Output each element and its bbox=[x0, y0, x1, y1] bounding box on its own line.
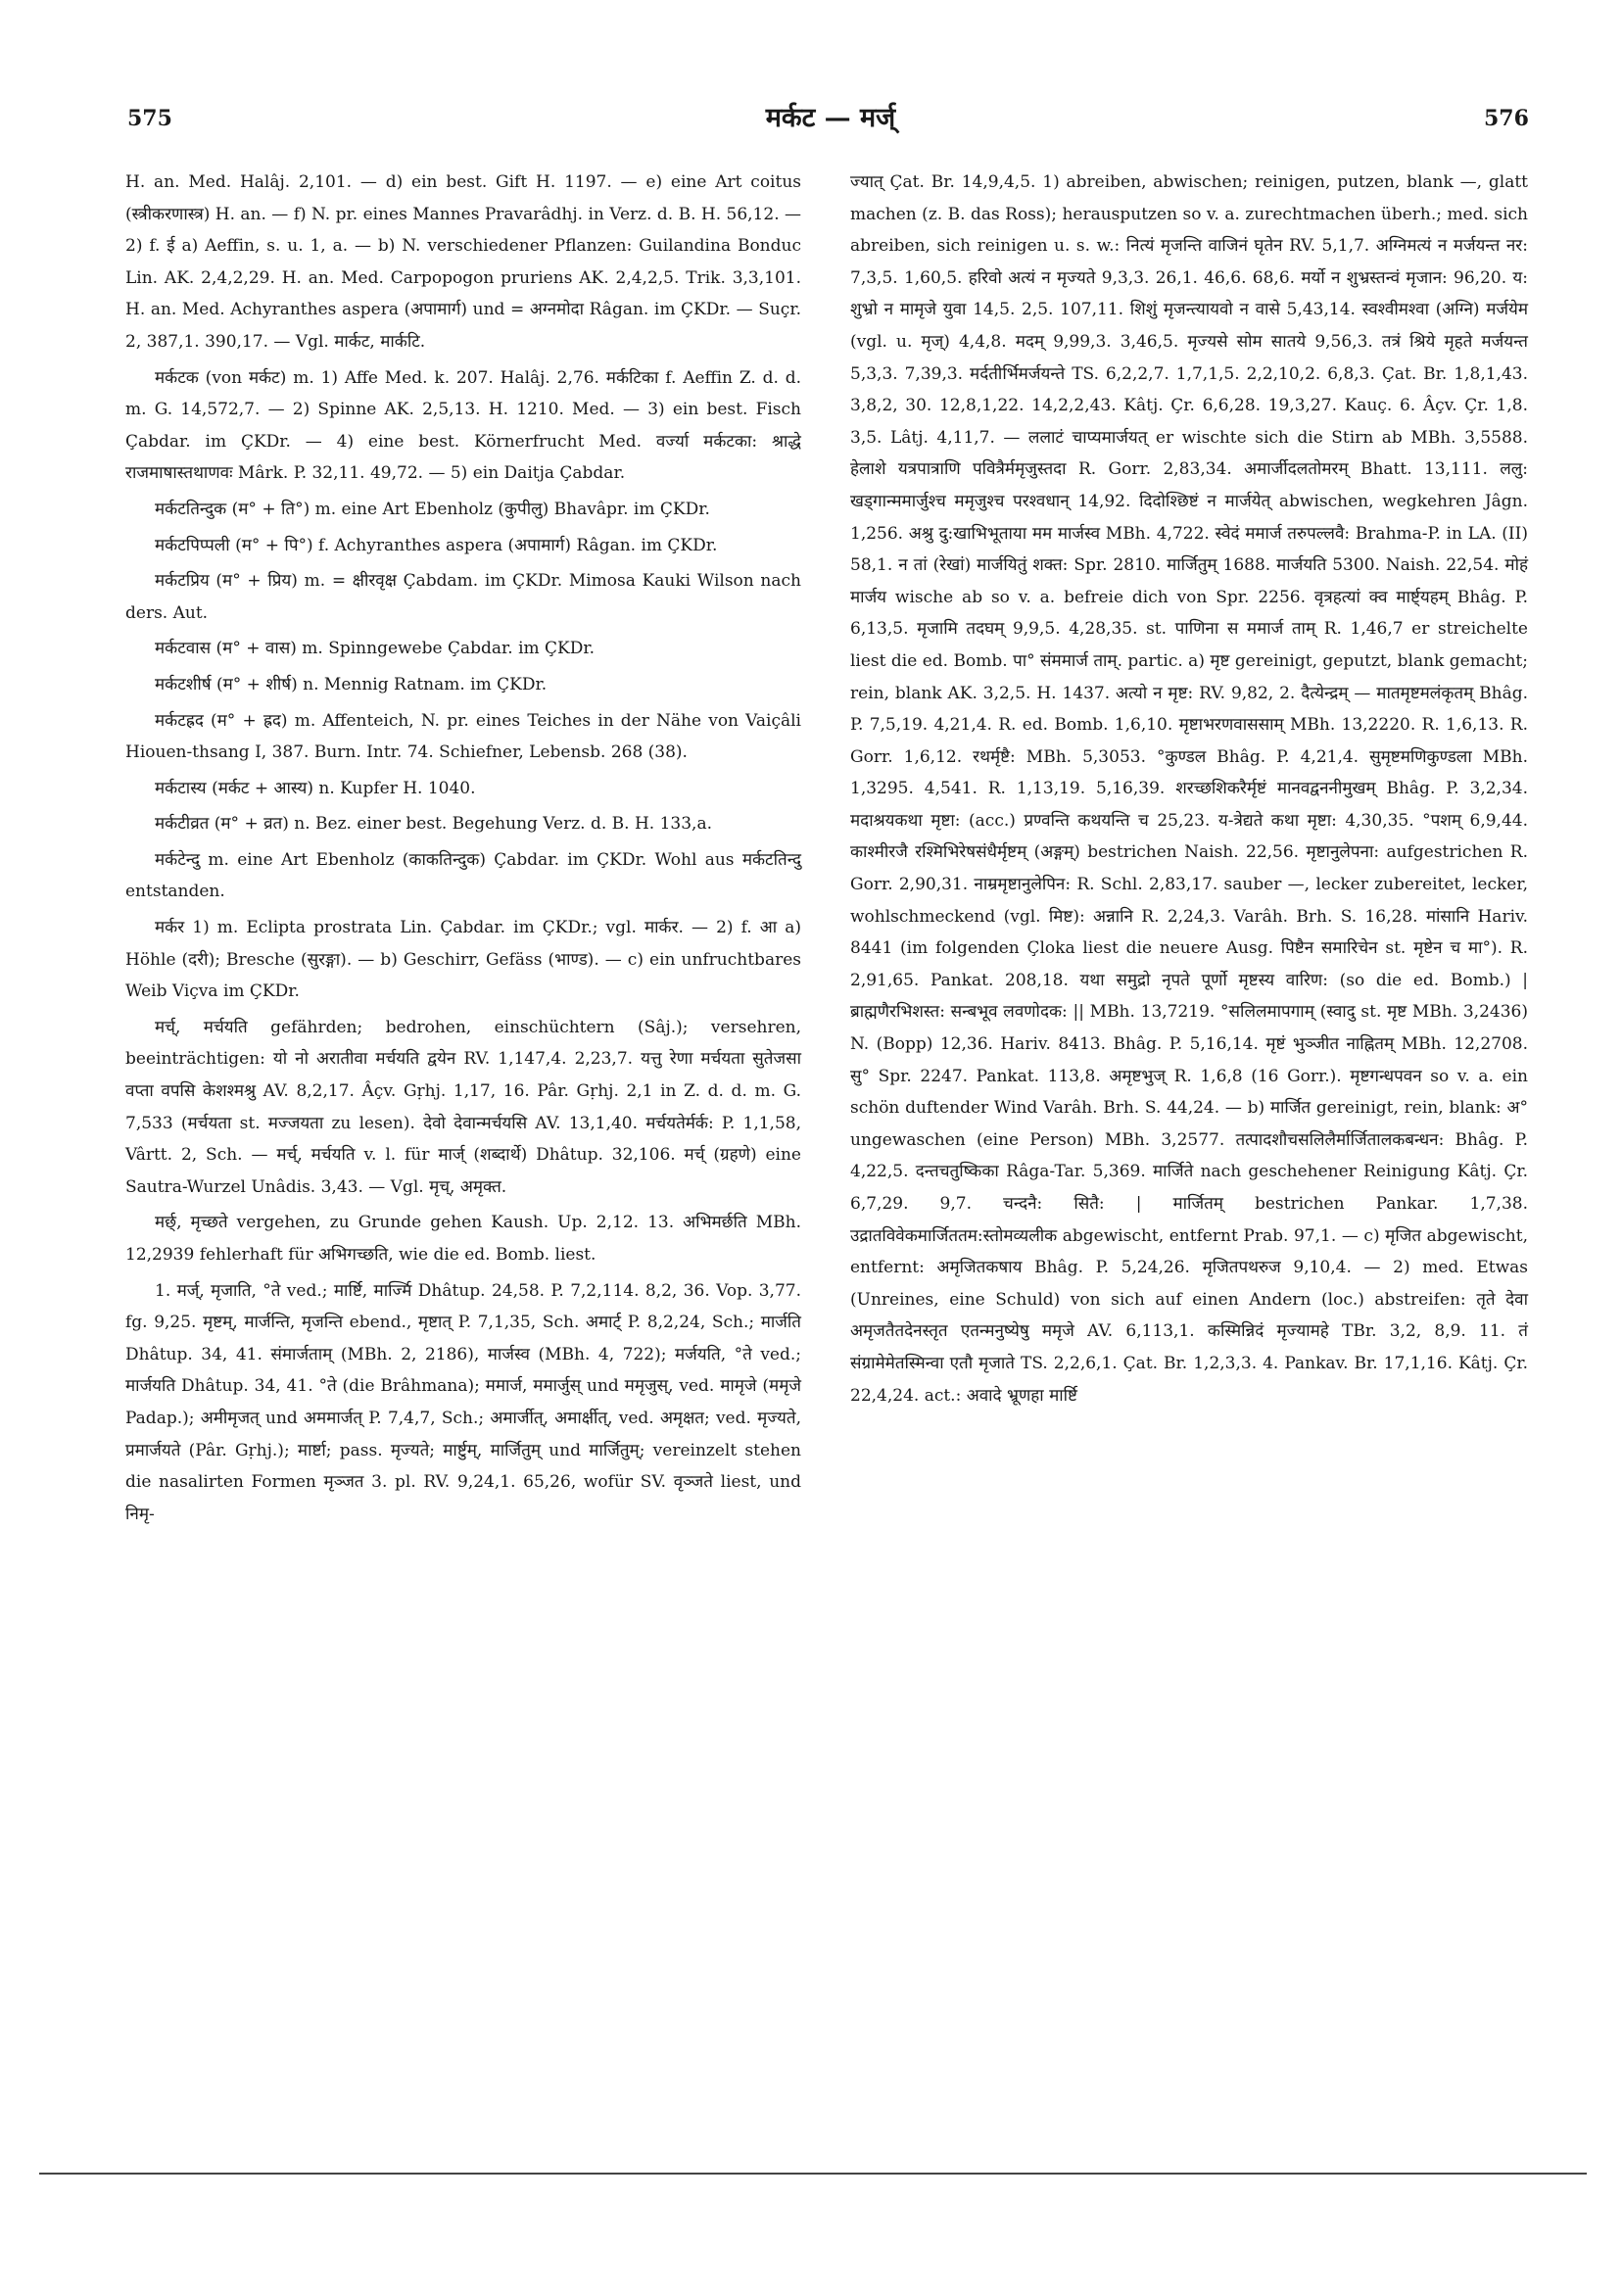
dictionary-entry: ज्यात् Çat. Br. 14,9,4,5. 1) abreiben, abwischen; reinigen, putzen, blank —, glatt machen (z. B. das Ross); herausputzen so v. a. zurechtmachen überh.; med. sich abreiben, sich reinigen u. s. w.: नित्यं मृजन्ति वाजिनं घृतेन RV. 5,1,7. अग्निमत्यं न मर्जयन्त नर: 7,3,5. 1,60,5. हरिवो अत्यं न मृज्यते 9,3,3. 26,1. 46,6. 68,6. मर्यो न शुभ्रस्तन्वं मृजान: 96,20. य: शुभ्रो न मामृजे युवा 14,5. 2,5. 107,11. शिशुं मृजन्त्यायवो न वासे 5,43,14. स्वश्वीमश्वा (अग्नि) मर्जयेम (vgl. u. मृज्) 4,4,8. मदम् 9,99,3. 3,46,5. मृज्यसे सोम सातये 9,56,3. तत्रं श्रिये मृहते मर्जयन्त 5,3,3. 7,39,3. मर्दतीर्भिमर्जयन्ते TS. 6,2,2,7. 1,7,1,5. 2,2,10,2. 6,8,3. Çat. Br. 1,8,1,43. 3,8,2, 30. 12,8,1,22. 14,2,2,43. Kâtj. Çr. 6,6,28. 19,3,27. Kauç. 6. Âçv. Çr. 1,8. 3,5. Lâtj. 4,11,7. — ललाटं चाप्यमार्जयत् er wischte sich die Stirn ab MBh. 3,5588. हेलाशे यत्रपात्राणि पवित्रैर्ममृजुस्तदा R. Gorr. 2,83,34. अमार्जीदलतोमरम् Bhatt. 13,111. ललु: खड्गान्ममार्जुश्च ममृजुश्च परश्वधान् 14,92. दिदोश्छिष्टं न मार्जयेत् abwischen, wegkehren Jâgn. 1,256. अश्रु दु:खाभिभूताया मम मार्जस्व MBh. 4,722. स्वेदं ममार्ज तरुपल्लवै: Brahma-P. in LA. (II) 58,1. न तां (रेखां) मार्जयितुं शक्त: Spr. 2810. मार्जितुम् 1688. मार्जयति 5300. Naish. 22,54. मोहं मार्जय wische ab so v. a. befreie dich von Spr. 2256. वृत्रहत्यां क्व मार्ष्ट्यहम् Bhâg. P. 6,13,5. मृजामि तदघम् 9,9,5. 4,28,35. st. पाणिना स ममार्ज ताम् R. 1,46,7 er streichelte liest die ed. Bomb. पा° संममार्ज ताम्. partic. a) मृष्ट gereinigt, geputzt, blank gemacht; rein, blank AK. 3,2,5. H. 1437. अत्यो न मृष्ट: RV. 9,82, 2. दैत्येन्द्रम् — मातमृष्टमलंकृतम् Bhâg. P. 7,5,19. 4,21,4. R. ed. Bomb. 1,6,10. मृष्टाभरणवाससाम् MBh. 13,2220. R. 1,6,13. R. Gorr. 1,6,12. रथर्मृष्टै: MBh. 5,3053. °कुण्डल Bhâg. P. 4,21,4. सुमृष्टमणिकुण्डला MBh. 1,3295. 4,541. R. 1,13,19. 5,16,39. शरच्छशिकरैर्मृष्टं मानवद्वननीमुखम् Bhâg. P. 3,2,34. मदाश्रयकथा मृष्टा: (acc.) प्रण्वन्ति कथयन्ति च 25,23. य-त्रेद्यते कथा मृष्टा: 4,30,35. °पशम् 6,9,44. काश्मीरजै रश्मिभिरेषसंधैर्मृष्टम् (अङ्गम्) bestrichen Naish. 22,56. मृष्टानुलेपना: aufgestrichen R. Gorr. 2,90,31. नाम्रमृष्टानुलेपिन: R. Schl. 2,83,17. sauber —, lecker zubereitet, lecker, wohlschmeckend (vgl. मिष्ट): अन्नानि R. 2,24,3. Varâh. Brh. S. 16,28. मांसानि Hariv. 8441 (im folgenden Çloka liest die neuere Ausg. पिष्टैन समारिचेन st. मृष्टेन च मा°). R. 2,91,65. Pankat. 208,18. यथा समुद्रो नृपते पूर्णो मृष्टस्य वारिण: (so die ed. Bomb.) | ब्राह्मणैरभिशस्त: सन्बभूव लवणोदक: || MBh. 13,7219. °सलिलमापगाम् (स्वादु st. मृष्ट MBh. 3,2436) N. (Bopp) 12,36. Hariv. 8413. Bhâg. P. 5,16,14. मृष्टं भुञ्जीत नाह्नितम् MBh. 12,2708. सु° Spr. 2247. Pankat. 113,8. अमृष्टभुज् R. 1,6,8 (16 Gorr.). मृष्टगन्धपवन so v. a. ein schön duftender Wind Varâh. Brh. S. 44,24. — b) मार्जित gereinigt, rein, blank: अ° ungewaschen (eine Person) MBh. 3,2577. तत्पादशौचसलिलैर्मार्जितालकबन्धन: Bhâg. P. 4,22,5. दन्तचतुष्किका Râga-Tar. 5,369. मार्जिते nach geschehener Reinigung Kâtj. Çr. 6,7,29. 9,7. चन्दनै: सितै: | मार्जितम् bestrichen Pankar. 1,7,38. उद्रातविवेकमार्जिततम:स्तोमव्यलीक abgewischt, entfernt Prab. 97,1. — c) मृजित abgewischt, entfernt: अमृजितकषाय Bhâg. P. 5,24,26. मृजितपथरुज 9,10,4. — 2) med. Etwas (Unreines, eine Schuld) von sich auf einen Andern (loc.) abstreifen: तृते देवा अमृजतैतदेनस्तृत एतन्मनुष्येषु ममृजे AV. 6,113,1. कस्मिन्निदं मृज्यामहे TBr. 3,2, 8,9. 11. तं संग्रामेमेतस्मिन्वा एतौ मृजाते TS. 2,2,6,1. Çat. Br. 1,2,3,3. 4. Pankav. Br. 17,1,16. Kâtj. Çr. 22,4,24. act.: अवादे भ्रूणहा मार्ष्टि bbox=[850, 172, 1528, 1406]
page-header bbox=[0, 0, 1622, 157]
page-number-right: 576 bbox=[1484, 106, 1529, 131]
dictionary-entry: मर्कटेन्दु m. eine Art Ebenholz (काकतिन्दुक) Çabdar. im ÇKDr. Wohl aus मर्कटतिन्दु entstanden. bbox=[125, 849, 801, 902]
dictionary-entry: मर्कटवास (म° + वास) m. Spinngewebe Çabdar. im ÇKDr. bbox=[155, 639, 596, 659]
dictionary-entry: मर्छ्, मृच्छते vergehen, zu Grunde gehen Kaush. Up. 2,12. 13. अभिमर्छति MBh. 12,2939 fehlerhaft für अभिगच्छति, wie die ed. Bomb. liest. bbox=[125, 1213, 801, 1265]
running-headwords: मर्कट — मर्ज् bbox=[765, 103, 896, 133]
dictionary-entry: मर्कटतिन्दुक (म° + ति°) m. eine Art Ebenholz (कुपीलु) Bhavâpr. im ÇKDr. bbox=[155, 499, 710, 519]
dictionary-entry: मर्च्, मर्चयति gefährden; bedrohen, einschüchtern (Sâj.); versehren, beeinträchtigen: यो नो अरातीवा मर्चयति द्वयेन RV. 1,147,4. 2,23,7. यत्तु रेणा मर्चयता सुतेजसा वप्ता वपसि केशश्मश्रु AV. 8,2,17. Âçv. Gṛhj. 1,17, 16. Pâr. Gṛhj. 2,1 in Z. d. d. m. G. 7,533 (मर्चयता st. मज्जयता zu lesen). देवो देवान्मर्चयसि AV. 13,1,40. मर्चयतेर्मर्क: P. 1,1,58, Vârtt. 2, Sch. — मर्च्, मर्चयति v. l. für मार्ज् (शब्दार्थे) Dhâtup. 32,106. मर्च् (ग्रहणे) eine Sautra-Wurzel Unâdis. 3,43. — Vgl. मृच्, अमृक्त. bbox=[125, 1017, 801, 1197]
dictionary-entry: 1. मर्ज्, मृजाति, °ते ved.; मार्ष्टि, मार्ज्मि Dhâtup. 24,58. P. 7,2,114. 8,2, 36. Vop. 3,77. fg. 9,25. मृष्टम्, मार्जन्ति, मृजन्ति ebend., मृष्टात् P. 7,1,35, Sch. अमार्ट् P. 8,2,24, Sch.; मार्जति Dhâtup. 34, 41. संमार्जताम् (MBh. 2, 2186), मार्जस्व (MBh. 4, 722); मर्जयति, °ते ved.; मार्जयति Dhâtup. 34, 41. °ते (die Brâhmana); ममार्ज, ममार्जुस् und ममृजुस्, ved. मामृजे (ममृजे Padap.); अमीमृजत् und अममार्जत् P. 7,4,7, Sch.; अमार्जीत्, अमार्क्षीत्, ved. अमृक्षत; ved. मृज्यते, प्रमार्जयते (Pâr. Gṛhj.); मार्ष्टा; pass. मृज्यते; मार्ष्टुम्, मार्जितुम् und मार्जितुम्; vereinzelt stehen die nasalirten Formen मृञ्जत 3. pl. RV. 9,24,1. 65,26, wofür SV. वृञ्जते liest, und निमृ- bbox=[125, 1280, 801, 1524]
right-column bbox=[850, 167, 1528, 1415]
dictionary-entry: मर्कटह्रद (म° + ह्रद) m. Affenteich, N. pr. eines Teiches in der Nähe von Vaiçâli Hiouen-thsang I, 387. Burn. Intr. 74. Schiefner, Lebensb. 268 (38). bbox=[125, 710, 801, 763]
dictionary-entry: मर्कटास्य (मर्कट + आस्य) n. Kupfer H. 1040. bbox=[155, 778, 476, 798]
dictionary-entry: मर्कटपिप्पली (म° + पि°) f. Achyranthes aspera (अपामार्ग) Râgan. im ÇKDr. bbox=[155, 535, 718, 555]
dictionary-entry: मर्कटक (von मर्कट) m. 1) Affe Med. k. 207. Halâj. 2,76. मर्कटिका f. Aeffin Z. d. d. m. G. 14,572,7. — 2) Spinne AK. 2,5,13. H. 1210. Med. — 3) ein best. Fisch Çabdar. im ÇKDr. — 4) eine best. Körnerfrucht Med. वर्ज्या मर्कटका: श्राद्धे राजमाषास्तथाणवः Mârk. P. 32,11. 49,72. — 5) ein Daitja Çabdar. bbox=[125, 367, 801, 484]
dictionary-entry: मर्कटशीर्ष (म° + शीर्ष) n. Mennig Ratnam. im ÇKDr. bbox=[155, 674, 548, 694]
dictionary-entry: मर्कर 1) m. Eclipta prostrata Lin. Çabdar. im ÇKDr.; vgl. मार्कर. — 2) f. आ a) Höhle (दरी); Bresche (सुरङ्गा). — b) Geschirr, Gefäss (भाण्ड). — c) ein unfruchtbares Weib Viçva im ÇKDr. bbox=[125, 918, 801, 1002]
page-number-left: 575 bbox=[127, 106, 172, 131]
dictionary-entry: मर्कटीव्रत (म° + व्रत) n. Bez. einer best. Begehung Verz. d. B. H. 133,a. bbox=[155, 814, 712, 835]
dictionary-entry: मर्कटप्रिय (म° + प्रिय) m. = क्षीरवृक्ष Çabdam. im ÇKDr. Mimosa Kauki Wilson nach ders. Aut. bbox=[125, 571, 801, 623]
left-column bbox=[125, 167, 801, 1534]
bottom-rule bbox=[39, 2173, 1587, 2175]
dictionary-entry: H. an. Med. Halâj. 2,101. — d) ein best. Gift H. 1197. — e) eine Art coitus (स्त्रीकरणास्त्र) H. an. — f) N. pr. eines Mannes Pravarâdhj. in Verz. d. B. H. 56,12. — 2) f. ई a) Aeffin, s. u. 1, a. — b) N. verschiedener Pflanzen: Guilandina Bonduc Lin. AK. 2,4,2,29. H. an. Med. Carpopogon pruriens AK. 2,4,2,5. Trik. 3,3,101. H. an. Med. Achyranthes aspera (अपामार्ग) und = अग्नमोदा Râgan. im ÇKDr. — Suçr. 2, 387,1. 390,17. — Vgl. मार्कट, मार्कटि. bbox=[125, 172, 801, 352]
